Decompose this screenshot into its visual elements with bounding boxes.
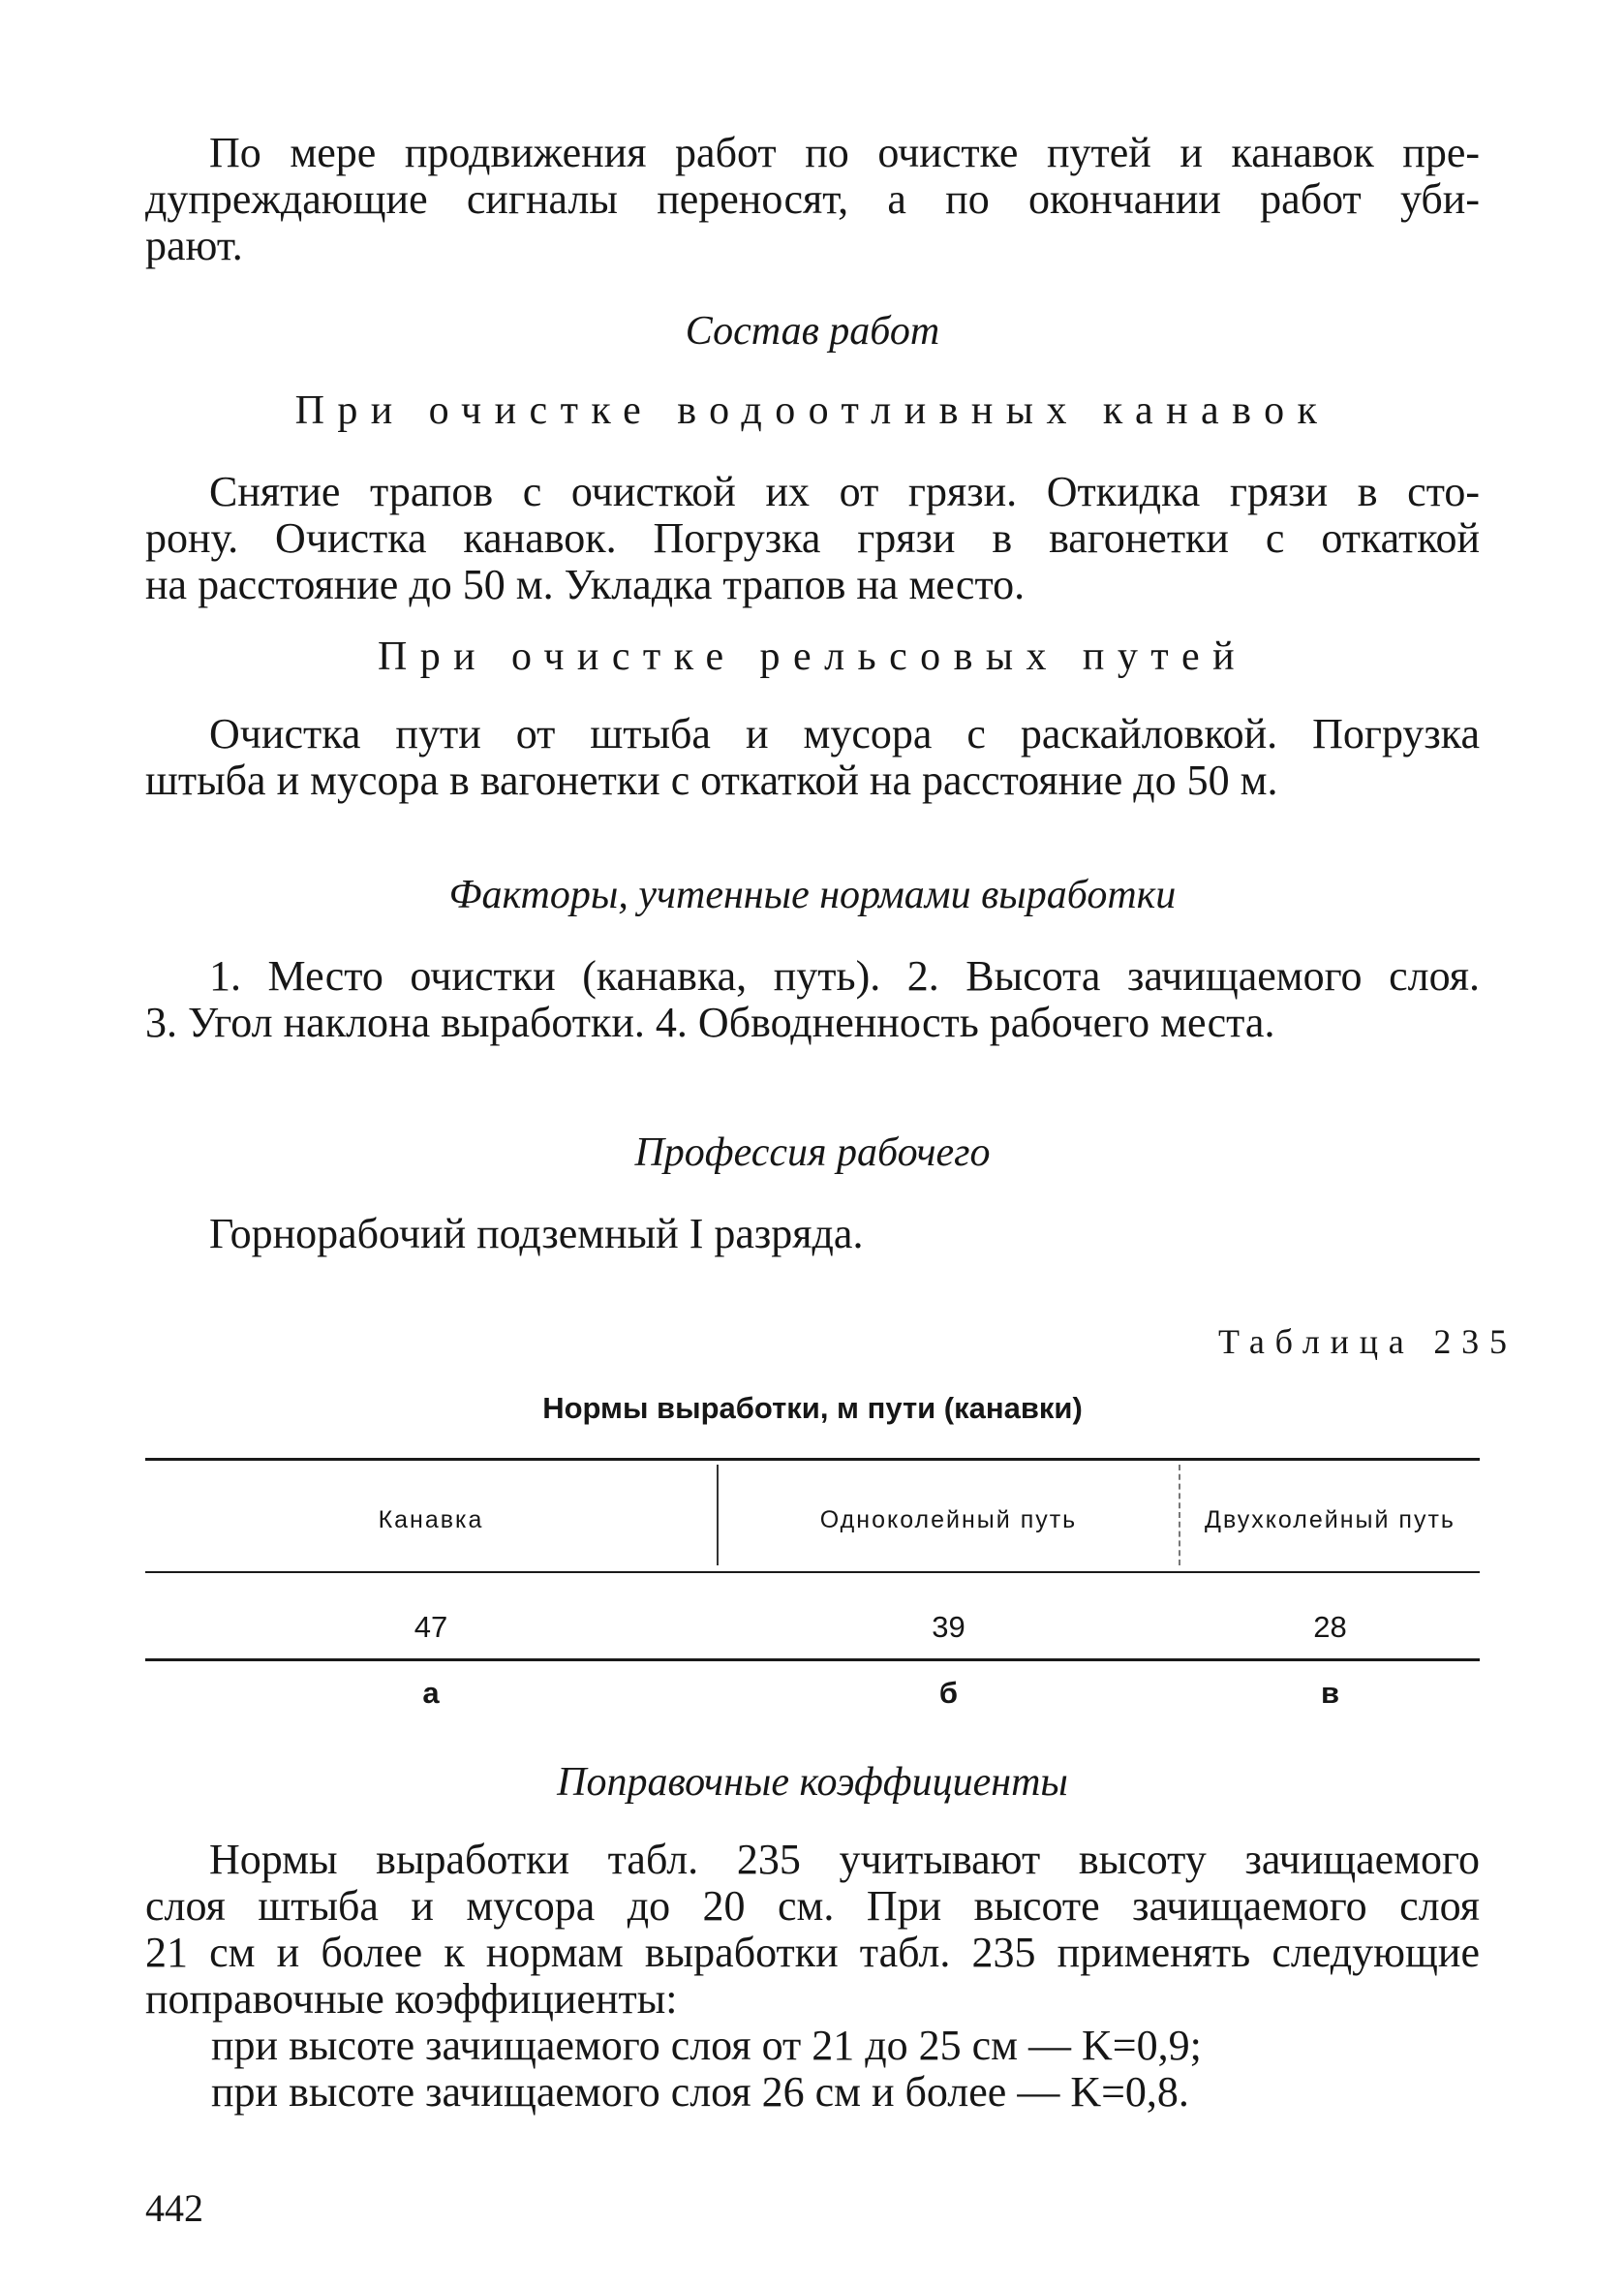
rails-line: штыба и мусора в вагонетки с откаткой на расстояние до 50 м. <box>145 757 1278 804</box>
table-cell-value: 39 <box>932 1610 965 1644</box>
coefficients-heading: Поправочные коэффициенты <box>557 1760 1068 1805</box>
coefficient-item: при высоте зачищаемого слоя от 21 до 25 см — K=0,9; <box>211 2022 1202 2069</box>
coefficients-line: 21 см и более к нормам выработки табл. 235 применять следующие <box>145 1929 1480 1976</box>
table-top-rule <box>145 1458 1480 1461</box>
factors-paragraph <box>145 953 1480 1046</box>
rails-line: Очистка пути от штыба и мусора с раскайловкой. Погрузка <box>209 710 1480 758</box>
ditches-heading: При очистке водоотливных канавок <box>294 388 1331 433</box>
rails-heading: При очистке рельсовых путей <box>377 634 1248 679</box>
factors-heading: Факторы, учтенные нормами выработки <box>448 873 1177 917</box>
profession-heading: Профессия рабочего <box>634 1130 991 1175</box>
column-header-single-track: Одноколейный путь <box>819 1506 1078 1533</box>
coefficients-line: поправочные коэффициенты: <box>145 1975 678 2023</box>
table-header-rule <box>145 1571 1480 1573</box>
coefficients-line: слоя штыба и мусора до 20 см. При высоте зачищаемого слоя <box>145 1882 1480 1930</box>
coefficients-paragraph <box>145 1837 1480 2023</box>
intro-line: дупреждающие сигналы переносят, а по окончании работ уби- <box>145 175 1480 223</box>
coefficients-list <box>211 2023 1202 2116</box>
table-cell-value: 47 <box>414 1610 448 1644</box>
table-bottom-rule <box>145 1658 1480 1661</box>
column-header-double-track: Двухколейный путь <box>1205 1506 1455 1533</box>
column-index: б <box>938 1676 959 1710</box>
ditches-line: рону. Очистка канавок. Погрузка грязи в вагонетки с откаткой <box>145 514 1480 562</box>
table-cell-value: 28 <box>1313 1610 1347 1644</box>
coefficients-line: Нормы выработки табл. 235 учитывают высоту зачищаемого <box>209 1836 1480 1883</box>
column-index: а <box>422 1676 440 1710</box>
intro-paragraph <box>145 130 1480 269</box>
composition-heading: Состав работ <box>685 309 940 354</box>
column-header-ditch: Канавка <box>378 1506 484 1533</box>
rails-paragraph <box>145 711 1480 804</box>
factors-line: 3. Угол наклона выработки. 4. Обводненность рабочего места. <box>145 999 1275 1046</box>
ditches-line: Снятие трапов с очисткой их от грязи. Откидка грязи в сто- <box>209 468 1480 515</box>
profession-text: Горнорабочий подземный I разряда. <box>209 1210 864 1257</box>
table-label: Таблица 235 <box>1218 1322 1517 1361</box>
column-index: в <box>1320 1676 1340 1710</box>
factors-line: 1. Место очистки (канавка, путь). 2. Высота зачищаемого слоя. <box>209 952 1480 1000</box>
table-title: Нормы выработки, м пути (канавки) <box>542 1391 1083 1425</box>
coefficient-item: при высоте зачищаемого слоя 26 см и более — K=0,8. <box>211 2068 1189 2116</box>
intro-line: рают. <box>145 222 243 269</box>
intro-line: По мере продвижения работ по очистке путей и канавок пре- <box>209 129 1480 176</box>
ditches-paragraph <box>145 469 1480 608</box>
ditches-line: на расстояние до 50 м. Укладка трапов на место. <box>145 561 1026 608</box>
page-number: 442 <box>145 2186 203 2230</box>
